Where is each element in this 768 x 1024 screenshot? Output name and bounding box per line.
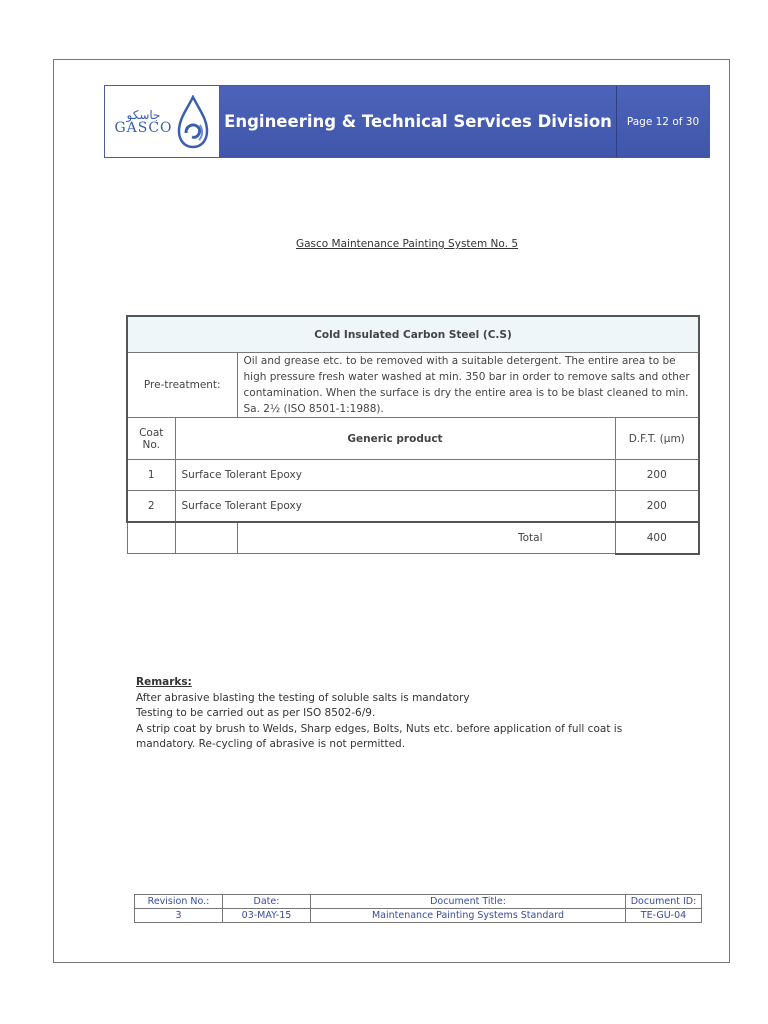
product-name: Surface Tolerant Epoxy	[175, 460, 615, 491]
coat-number: 2	[127, 491, 175, 522]
doc-id-label: Document ID:	[626, 895, 702, 909]
total-value: 400	[615, 522, 699, 554]
date-value: 03-MAY-15	[223, 909, 311, 923]
painting-spec-table	[126, 315, 700, 555]
total-row	[127, 522, 699, 554]
doc-title-label: Document Title:	[311, 895, 626, 909]
logo-text: GASCO	[114, 119, 173, 136]
remark-line: After abrasive blasting the testing of soluble salts is mandatory	[136, 691, 470, 704]
flame-drop-icon	[176, 95, 210, 149]
pretreatment-label: Pre-treatment:	[127, 353, 237, 418]
doc-id-value: TE-GU-04	[626, 909, 702, 923]
remarks-section	[136, 675, 656, 753]
revision-value: 3	[135, 909, 223, 923]
pretreatment-row	[127, 353, 699, 418]
document-footer	[134, 894, 702, 923]
document-title: Gasco Maintenance Painting System No. 5	[295, 238, 519, 250]
spec-heading: Cold Insulated Carbon Steel (C.S)	[127, 316, 699, 353]
logo-arabic-text: جاسكو	[126, 107, 161, 122]
page-number: Page 12 of 30	[617, 86, 709, 157]
document-header	[104, 85, 710, 158]
footer-value-row	[135, 909, 702, 923]
doc-title-value: Maintenance Painting Systems Standard	[311, 909, 626, 923]
column-header-row	[127, 418, 699, 460]
division-title: Engineering & Technical Services Division	[220, 86, 617, 157]
dft-value: 200	[615, 460, 699, 491]
remark-line: A strip coat by brush to Welds, Sharp edges, Bolts, Nuts etc. before application of full coat is mandatory. Re-cycling of abrasive is not permitted.	[136, 722, 623, 750]
generic-product-header: Generic product	[175, 418, 615, 460]
table-row	[127, 460, 699, 491]
coat-number: 1	[127, 460, 175, 491]
footer-label-row	[135, 895, 702, 909]
dft-value: 200	[615, 491, 699, 522]
gasco-logo	[105, 86, 220, 157]
table-row	[127, 491, 699, 522]
remarks-title: Remarks:	[136, 676, 192, 688]
spec-heading-row	[127, 316, 699, 353]
product-name: Surface Tolerant Epoxy	[175, 491, 615, 522]
pretreatment-text: Oil and grease etc. to be removed with a suitable detergent. The entire area to be high pressure fresh water washed at min. 350 bar in order to remove salts and other contamination. When the surface is dry the entire area is to be blast cleaned to min. Sa. 2½ (ISO 8501-1:1988).	[237, 353, 699, 418]
coat-no-header: Coat No.	[127, 418, 175, 460]
total-label: Total	[237, 522, 615, 554]
dft-header: D.F.T. (µm)	[615, 418, 699, 460]
date-label: Date:	[223, 895, 311, 909]
remark-line: Testing to be carried out as per ISO 8502-6/9.	[136, 707, 376, 719]
revision-label: Revision No.:	[135, 895, 223, 909]
